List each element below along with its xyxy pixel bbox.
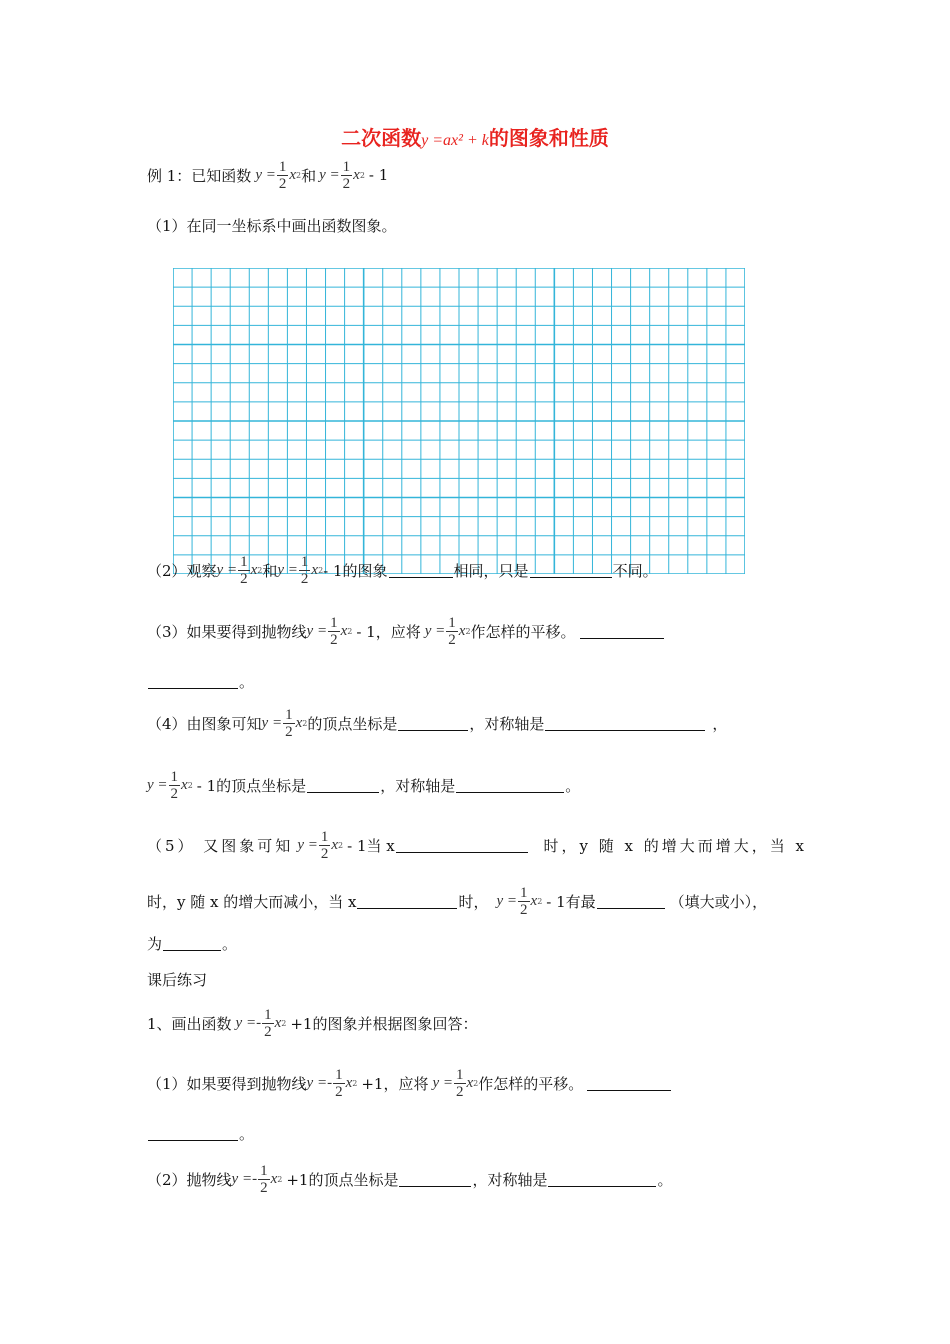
question-5-line-3: 为 。: [147, 934, 238, 953]
answer-blank[interactable]: [307, 778, 379, 793]
question-3: （3）如果要得到抛物线 y = $\frac{1}{2}$ x 2 - 1，应将 y = $\frac{1}{2}$ x 2 作怎样的平移。: [147, 616, 665, 646]
answer-blank[interactable]: [163, 936, 221, 951]
answer-blank[interactable]: [398, 716, 468, 731]
question-5-line-2: 时，y 随 x 的增大而减小，当 x 时， y = $\frac{1}{2}$ x 2 - 1有最 （填大或小），: [147, 884, 768, 918]
practice-1-1-continued: 。: [147, 1118, 254, 1148]
answer-blank[interactable]: [545, 716, 705, 731]
page-title: 二次函数y =ax² + k的图象和性质: [341, 126, 609, 150]
question-5: （5） 又图象可知 y = $\frac{1}{2}$ x 2 - 1当 x 时，y 随 x 的增大而增大，当 x: [147, 828, 807, 862]
question-3-continued: 。: [147, 666, 254, 696]
question-2: （2）观察 y = $\frac{1}{2}$ x 2 和 y = $\frac{1}{2}$ x 2 - 1的图象 相同，只是 不同。: [147, 553, 658, 587]
answer-blank[interactable]: [456, 778, 564, 793]
practice-1-1: （1）如果要得到抛物线 y =- $\frac{1}{2}$ x 2 +1，应将 y = $\frac{1}{2}$ x 2 作怎样的平移。: [147, 1068, 672, 1098]
answer-blank[interactable]: [587, 1076, 671, 1091]
answer-blank[interactable]: [396, 838, 528, 853]
answer-blank[interactable]: [399, 1172, 471, 1187]
answer-blank[interactable]: [148, 674, 238, 689]
question-4: （4）由图象可知 y = $\frac{1}{2}$ x 2 的顶点坐标是 ，对称轴是 ，: [147, 706, 728, 740]
answer-blank[interactable]: [530, 563, 612, 578]
practice-1: 1、画出函数 y =- $\frac{1}{2}$ x 2 +1的图象并根据图象回答：: [147, 1006, 478, 1040]
answer-blank[interactable]: [597, 894, 665, 909]
practice-heading: 课后练习: [147, 970, 208, 989]
answer-blank[interactable]: [148, 1126, 238, 1141]
fraction-half: $\frac{1}{2}$: [342, 158, 351, 192]
answer-blank[interactable]: [357, 894, 457, 909]
example-line: 例 1：已知函数 y = $\frac{1}{2}$ x 2 和 y = $\frac{1}{2}$ x 2 - 1: [147, 158, 389, 192]
fraction-half: $\frac{1}{2}$: [278, 158, 287, 192]
answer-blank[interactable]: [548, 1172, 656, 1187]
question-4-line-2: y = $\frac{1}{2}$ x 2 - 1的顶点坐标是 ，对称轴是 。: [147, 768, 581, 802]
answer-blank[interactable]: [389, 563, 453, 578]
graph-grid: [173, 268, 745, 574]
question-1: （1）在同一坐标系中画出函数图象。: [147, 216, 397, 235]
answer-blank[interactable]: [580, 624, 664, 639]
practice-1-2: （2）抛物线 y =- $\frac{1}{2}$ x 2 +1的顶点坐标是 ，对称轴是 。: [147, 1162, 673, 1196]
